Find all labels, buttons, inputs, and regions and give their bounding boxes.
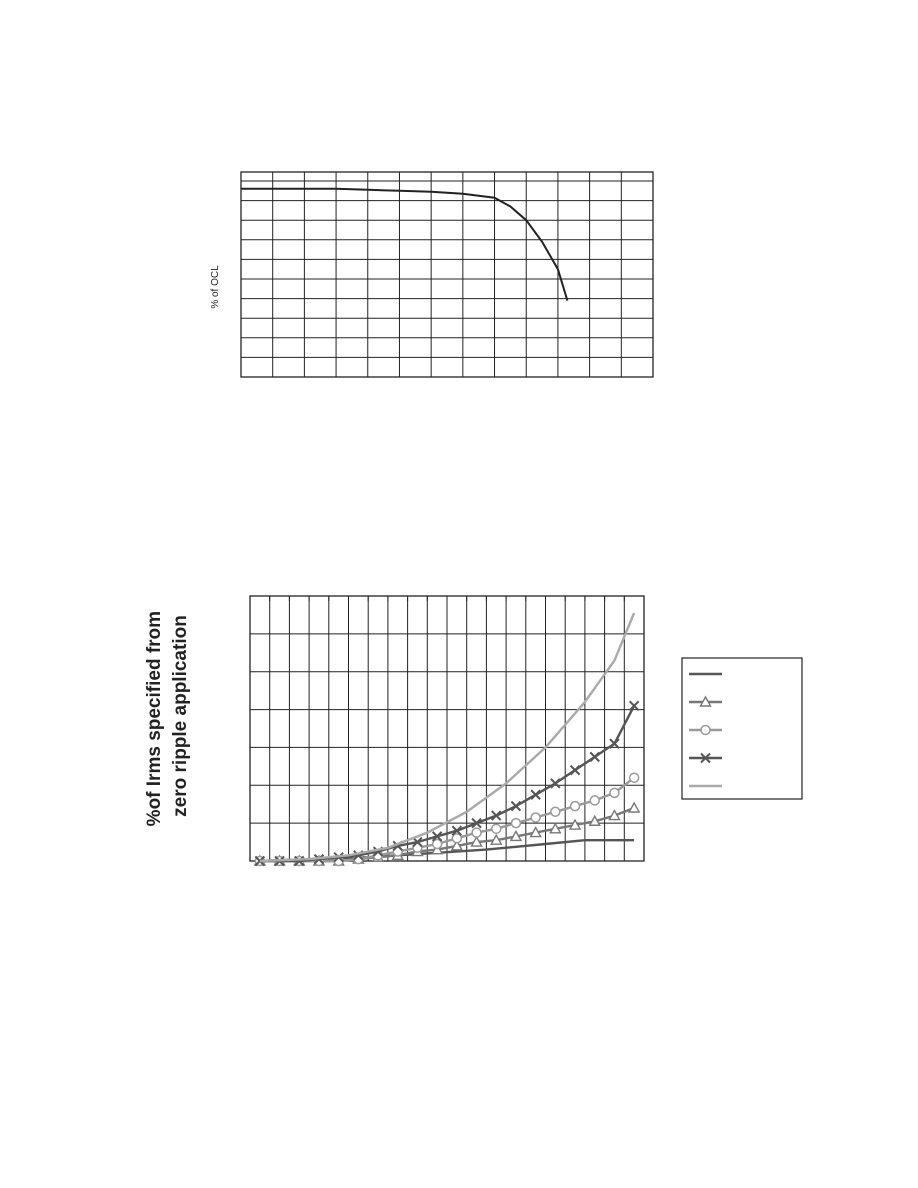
irms-series-3-point <box>511 819 520 828</box>
ocl-chart-y-axis-label: % of OCL <box>210 265 221 309</box>
irms-chart <box>144 596 802 866</box>
irms-series-3-point <box>531 813 540 822</box>
ocl-chart <box>210 172 653 377</box>
legend-box <box>682 658 802 799</box>
irms-chart-y-axis-label: %of Irms specified from zero ripple application <box>144 610 191 827</box>
ocl-chart-plot-area <box>241 172 653 377</box>
irms-series-3-point <box>551 807 560 816</box>
irms-series-3-point <box>472 828 481 837</box>
irms-series-3-point <box>630 773 639 782</box>
irms-chart-legend <box>682 658 802 799</box>
irms-series-3-point <box>590 796 599 805</box>
irms-series-3-point <box>492 824 501 833</box>
irms-series-3-point <box>610 788 619 797</box>
irms-series-3-point <box>571 802 580 811</box>
legend-marker-3 <box>701 726 710 735</box>
